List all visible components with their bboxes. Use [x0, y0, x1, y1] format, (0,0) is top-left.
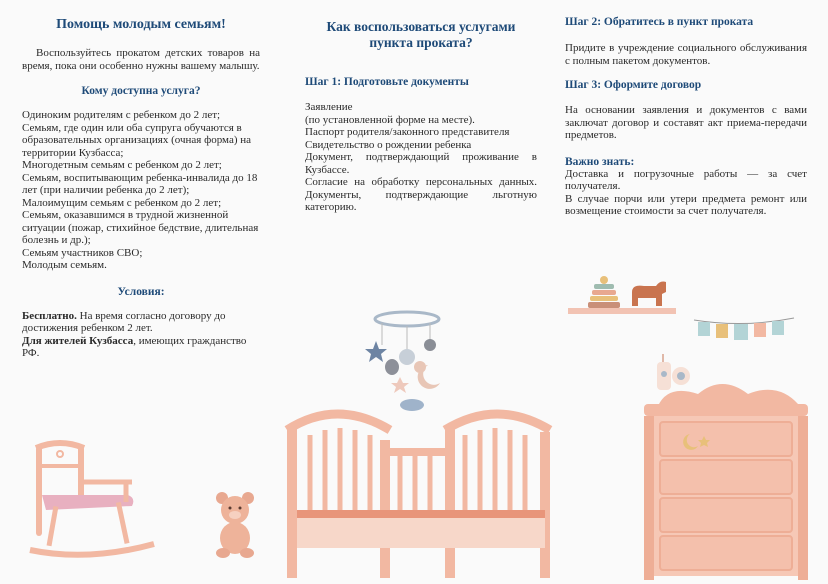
who-item: Малоимущим семьям с ребенком до 2 лет; — [22, 196, 222, 209]
step2-heading: Шаг 2: Обратитесь в пункт проката — [565, 16, 754, 28]
who-item: Одиноким родителям с ребенком до 2 лет; — [22, 109, 221, 121]
condition-residents — [22, 335, 260, 360]
who-item: Молодым семьям. — [22, 259, 107, 271]
help-title: Помощь молодым семьям! — [56, 17, 226, 32]
mobile-toy-illustration — [362, 305, 452, 415]
important-heading: Важно знать: — [565, 155, 635, 168]
shelf-toys-illustration — [568, 272, 678, 320]
who-list — [22, 109, 260, 272]
doc-item: Свидетельство о рождении ребенка — [305, 138, 472, 151]
step2-text: Придите в учреждение социального обслуживания с полным пакетом документов. — [565, 42, 807, 67]
crib-illustration — [285, 400, 555, 580]
column-help — [22, 0, 260, 360]
condition-free — [22, 310, 260, 335]
who-item: Семьям, оказавшимся в трудной жизненной ситуации (пожар, стихийное бедствие, длительная болезнь и др.); — [22, 209, 259, 246]
how-title: Как воспользоваться услугами пункта проката? — [326, 19, 516, 50]
column-steps — [565, 0, 807, 218]
condition-free-text: На время согласно договору до достижения ребенком 2 лет. — [22, 309, 226, 334]
who-item: Семьям, где один или оба супруга обучаются в образовательных организациях (очная форма) на территории Кузбасса; — [22, 121, 252, 159]
important-damage: В случае порчи или утери предмета ремонт или возмещение стоимости за счет получателя. — [565, 192, 807, 217]
condition-free-bold: Бесплатно. — [22, 309, 77, 322]
teddy-bear-illustration — [210, 490, 260, 560]
step3-heading: Шаг 3: Оформите договор — [565, 79, 702, 91]
who-item: Семьям участников СВО; — [22, 246, 143, 259]
intro-text: Воспользуйтесь прокатом детских товаров на время, пока они особенно нужны вашему малышу. — [22, 47, 260, 72]
column-how — [305, 0, 537, 214]
doc-item: Паспорт родителя/законного представителя — [305, 126, 510, 138]
who-item: Многодетным семьям с ребенком до 2 лет; — [22, 159, 222, 171]
step1-heading: Шаг 1: Подготовьте документы — [305, 76, 469, 88]
doc-item: (по установленной форме на месте). — [305, 113, 475, 126]
doc-item: Согласие на обработку персональных данных. Документы, подтверждающие льготную категорию. — [305, 176, 537, 213]
step3-text: На основании заявления и документов с вами заключат договор и составят акт приема-передачи предметов. — [565, 104, 807, 141]
bunting-illustration — [694, 316, 796, 346]
who-heading: Кому доступна услуга? — [81, 85, 201, 97]
important-delivery: Доставка и погрузочные работы — за счет получателя. — [565, 167, 807, 192]
who-item: Семьям, воспитывающим ребенка-инвалида до 18 лет (при наличии ребенка до 2 лет); — [22, 171, 258, 196]
condition-residents-bold: Для жителей Кузбасса — [22, 334, 134, 347]
docs-list — [305, 101, 537, 214]
doc-item: Заявление — [305, 101, 353, 113]
dresser-illustration — [638, 378, 810, 580]
condition-residents-text: , имеющих гражданство РФ. — [22, 334, 247, 359]
conditions-heading: Условия: — [117, 285, 165, 298]
doc-item: Документ, подтверждающий проживание в Кузбассе. — [305, 151, 537, 176]
rocking-chair-illustration — [28, 440, 158, 565]
